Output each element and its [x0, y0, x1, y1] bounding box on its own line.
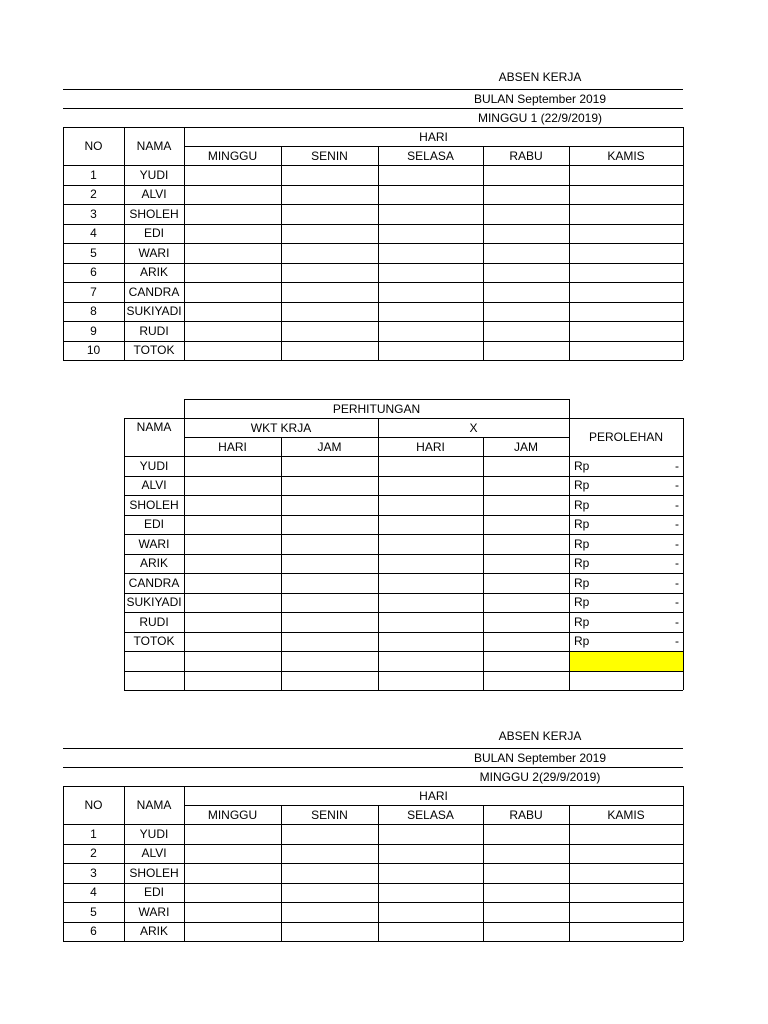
currency-label: Rp [574, 614, 590, 629]
col-rule [281, 146, 282, 360]
col-rule [378, 805, 379, 941]
row-rule [63, 360, 683, 361]
row-nama: TOTOK [133, 343, 175, 358]
row-rule [63, 941, 683, 942]
row-nama: CANDRA [128, 284, 180, 299]
row-nama: YUDI [139, 826, 169, 841]
sub-header-hari: HARI [218, 439, 247, 454]
row-no: 3 [90, 206, 97, 221]
row-rule [124, 573, 683, 574]
day-header-kamis: KAMIS [607, 148, 645, 163]
perolehan-value: - [675, 595, 679, 610]
row-nama: YUDI [139, 167, 169, 182]
perolehan-value: - [675, 634, 679, 649]
row-nama: EDI [143, 885, 164, 900]
nama-header: NAMA [136, 139, 172, 153]
row-rule [124, 671, 683, 672]
row-nama: WARI [138, 904, 170, 919]
row-no: 7 [90, 284, 97, 299]
day-header-kamis: KAMIS [607, 807, 645, 822]
sub-header-jam: JAM [514, 439, 538, 454]
section1-minggu: MINGGU 1 (22/9/2019) [477, 110, 603, 125]
col-rule [483, 146, 484, 360]
currency-label: Rp [574, 478, 590, 493]
hari-header: HARI [419, 788, 448, 803]
table-left-border [63, 786, 64, 941]
row-no: 1 [90, 826, 97, 841]
row-no: 6 [90, 265, 97, 280]
wkt-krja-header: WKT KRJA [250, 420, 312, 435]
row-no: 2 [90, 846, 97, 861]
table-left-border [124, 418, 125, 690]
nama-header: NAMA [136, 419, 172, 434]
row-no: 2 [90, 187, 97, 202]
perolehan-value: - [675, 478, 679, 493]
row-nama: ARIK [139, 265, 168, 280]
row-nama: CANDRA [128, 575, 180, 590]
total-cell-highlight[interactable] [570, 652, 683, 671]
row-nama: YUDI [139, 458, 169, 473]
col-rule [184, 418, 185, 690]
nama-header: NAMA [136, 798, 172, 812]
currency-label: Rp [574, 634, 590, 649]
row-rule [124, 534, 683, 535]
row-no: 10 [86, 343, 101, 358]
section3-title: ABSEN KERJA [498, 729, 582, 743]
col-rule [569, 805, 570, 941]
row-nama: ALVI [141, 478, 167, 493]
no-header: NO [84, 798, 103, 812]
section1-bulan: BULAN September 2019 [473, 91, 607, 106]
day-header-senin: SENIN [311, 807, 348, 822]
row-nama: RUDI [139, 323, 169, 338]
row-rule [124, 495, 683, 496]
col-rule [378, 418, 379, 690]
row-nama: WARI [138, 245, 170, 260]
perolehan-value: - [675, 556, 679, 571]
table-right-border [683, 127, 684, 360]
col-rule [378, 146, 379, 360]
row-no: 1 [90, 167, 97, 182]
sub-header-hari: HARI [416, 439, 445, 454]
row-no: 5 [90, 904, 97, 919]
row-nama: SHOLEH [129, 497, 179, 512]
row-no: 8 [90, 304, 97, 319]
col-rule [184, 127, 185, 360]
row-rule [124, 476, 683, 477]
sub-header-jam: JAM [317, 439, 342, 454]
perolehan-value: - [675, 458, 679, 473]
no-header: NO [84, 139, 103, 153]
table-left-border [63, 127, 64, 360]
col-rule [569, 418, 570, 690]
row-rule [124, 632, 683, 633]
perolehan-value: - [675, 517, 679, 532]
row-rule [124, 612, 683, 613]
section3-bulan: BULAN September 2019 [473, 750, 607, 765]
row-no: 4 [90, 885, 97, 900]
x-header: X [469, 420, 478, 435]
perolehan-value: - [675, 614, 679, 629]
row-rule [124, 515, 683, 516]
currency-label: Rp [574, 497, 590, 512]
col-rule [184, 399, 185, 418]
day-header-minggu: MINGGU [207, 807, 258, 822]
perolehan-header: PEROLEHAN [588, 430, 664, 444]
day-header-rabu: RABU [509, 148, 543, 163]
currency-label: Rp [574, 595, 590, 610]
row-no: 6 [90, 924, 97, 939]
col-rule [184, 786, 185, 941]
row-rule [124, 690, 683, 691]
perhitungan-header: PERHITUNGAN [332, 401, 421, 416]
row-nama: SHOLEH [129, 865, 179, 880]
perolehan-value: - [675, 575, 679, 590]
currency-label: Rp [574, 517, 590, 532]
currency-label: Rp [574, 575, 590, 590]
currency-label: Rp [574, 536, 590, 551]
row-nama: RUDI [139, 614, 169, 629]
row-no: 5 [90, 245, 97, 260]
day-header-senin: SENIN [311, 148, 348, 163]
perolehan-value: - [675, 536, 679, 551]
row-nama: EDI [143, 226, 164, 241]
row-nama: ARIK [139, 924, 168, 939]
section3-minggu: MINGGU 2(29/9/2019) [479, 769, 601, 784]
row-rule [124, 593, 683, 594]
col-rule [281, 437, 282, 690]
table-right-border [683, 786, 684, 941]
day-header-rabu: RABU [509, 807, 543, 822]
day-header-selasa: SELASA [407, 807, 454, 822]
row-nama: SHOLEH [129, 206, 179, 221]
col-rule [124, 127, 125, 360]
row-rule [124, 554, 683, 555]
row-nama: ARIK [139, 556, 168, 571]
row-nama: TOTOK [133, 634, 175, 649]
row-nama: SUKIYADI [126, 595, 182, 610]
currency-label: Rp [574, 556, 590, 571]
hari-header: HARI [419, 129, 448, 144]
perolehan-value: - [675, 497, 679, 512]
row-no: 3 [90, 865, 97, 880]
row-nama: SUKIYADI [126, 304, 182, 319]
table-right-border [683, 418, 684, 690]
currency-label: Rp [574, 458, 590, 473]
col-rule [124, 786, 125, 941]
row-no: 4 [90, 226, 97, 241]
row-no: 9 [90, 323, 97, 338]
row-nama: ALVI [141, 187, 167, 202]
col-rule [569, 399, 570, 418]
section1-title: ABSEN KERJA [498, 70, 582, 84]
row-nama: ALVI [141, 846, 167, 861]
col-rule [483, 805, 484, 941]
col-rule [281, 805, 282, 941]
col-rule [483, 437, 484, 690]
day-header-minggu: MINGGU [207, 148, 258, 163]
row-nama: WARI [138, 536, 170, 551]
col-rule [569, 146, 570, 360]
day-header-selasa: SELASA [407, 148, 454, 163]
row-nama: EDI [143, 517, 164, 532]
header-bottom-rule [124, 456, 683, 457]
